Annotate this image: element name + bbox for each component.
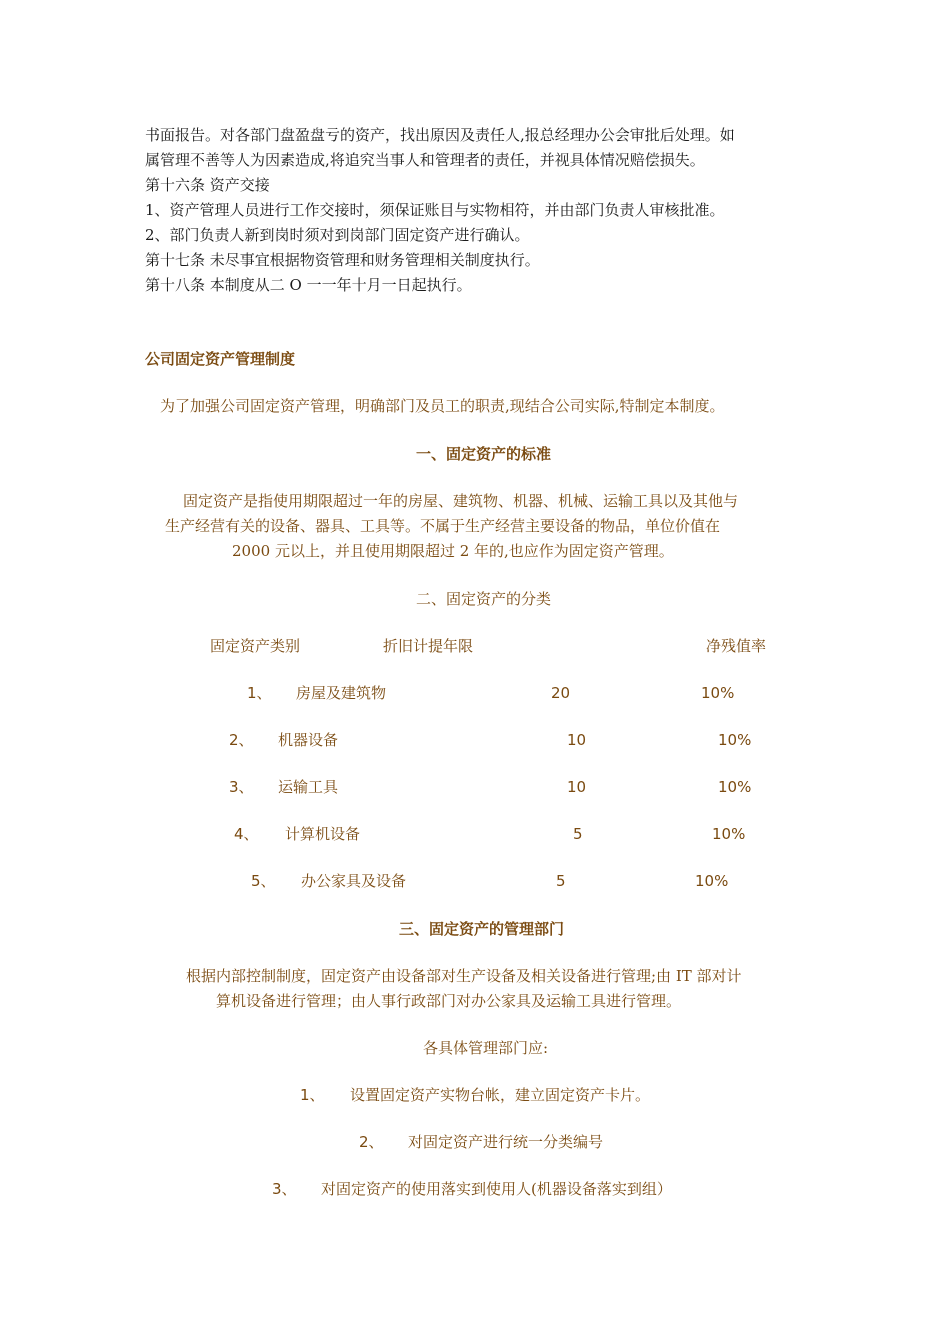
dept-item-3-no: 3、: [272, 1180, 297, 1198]
dept-item-3-text: 对固定资产的使用落实到使用人(机器设备落实到组）: [321, 1180, 672, 1198]
intro-line-1: 书面报告。对各部门盘盈盘亏的资产，找出原因及责任人,报总经理办公会审批后处理。如: [145, 126, 735, 144]
intro-line-2: 属管理不善等人为因素造成,将追究当事人和管理者的责任，并视具体情况赔偿损失。: [145, 151, 705, 169]
article-18: 第十八条 本制度从二 O 一一年十月一日起执行。: [145, 276, 472, 294]
table-row-1-rate: 10%: [701, 684, 735, 702]
table-row-2-no: 2、: [229, 731, 254, 749]
table-row-5-no: 5、: [251, 872, 276, 890]
section1-heading: 一、固定资产的标准: [416, 445, 552, 463]
section1-line-3: 2000 元以上，并且使用期限超过 2 年的,也应作为固定资产管理。: [232, 542, 674, 560]
section2-heading: 二、固定资产的分类: [416, 590, 552, 608]
section3-line-2: 算机设备进行管理；由人事行政部门对办公家具及运输工具进行管理。: [216, 992, 682, 1010]
table-header-years: 折旧计提年限: [383, 637, 474, 655]
section1-line-1: 固定资产是指使用期限超过一年的房屋、建筑物、机器、机械、运输工具以及其他与: [183, 492, 739, 510]
table-row-4-rate: 10%: [712, 825, 746, 843]
table-row-4-no: 4、: [234, 825, 259, 843]
table-row-2-rate: 10%: [718, 731, 752, 749]
table-row-5-rate: 10%: [695, 872, 729, 890]
table-row-5-name: 办公家具及设备: [301, 872, 407, 890]
dept-item-2-text: 对固定资产进行统一分类编号: [408, 1133, 604, 1151]
dept-item-2-no: 2、: [359, 1133, 384, 1151]
article-16-heading: 第十六条 资产交接: [145, 176, 270, 194]
table-row-3-no: 3、: [229, 778, 254, 796]
article-17: 第十七条 未尽事宜根据物资管理和财务管理相关制度执行。: [145, 251, 540, 269]
dept-item-1-text: 设置固定资产实物台帐，建立固定资产卡片。: [350, 1086, 651, 1104]
dept-item-1-no: 1、: [300, 1086, 325, 1104]
table-row-3-name: 运输工具: [278, 778, 339, 796]
table-row-1-no: 1、: [247, 684, 272, 702]
table-row-5-years: 5: [556, 872, 566, 890]
doc-title: 公司固定资产管理制度: [145, 350, 296, 368]
preface: 为了加强公司固定资产管理，明确部门及员工的职责,现结合公司实际,特制定本制度。: [160, 397, 725, 415]
table-row-2-years: 10: [567, 731, 587, 749]
table-row-3-years: 10: [567, 778, 587, 796]
table-header-category: 固定资产类别: [210, 637, 301, 655]
table-row-2-name: 机器设备: [278, 731, 339, 749]
section3-line-1: 根据内部控制制度，固定资产由设备部对生产设备及相关设备进行管理;由 IT 部对计: [186, 967, 742, 985]
table-row-3-rate: 10%: [718, 778, 752, 796]
table-row-4-name: 计算机设备: [285, 825, 361, 843]
section3-sub-heading: 各具体管理部门应:: [423, 1039, 549, 1057]
section1-line-2: 生产经营有关的设备、器具、工具等。不属于生产经营主要设备的物品，单位价值在: [165, 517, 721, 535]
table-row-4-years: 5: [573, 825, 583, 843]
article-16-item-1: 1、资产管理人员进行工作交接时，须保证账目与实物相符，并由部门负责人审核批准。: [145, 201, 725, 219]
table-row-1-name: 房屋及建筑物: [296, 684, 387, 702]
section3-heading: 三、固定资产的管理部门: [399, 920, 565, 938]
table-header-rate: 净残值率: [706, 637, 767, 655]
article-16-item-2: 2、部门负责人新到岗时须对到岗部门固定资产进行确认。: [145, 226, 530, 244]
table-row-1-years: 20: [551, 684, 571, 702]
